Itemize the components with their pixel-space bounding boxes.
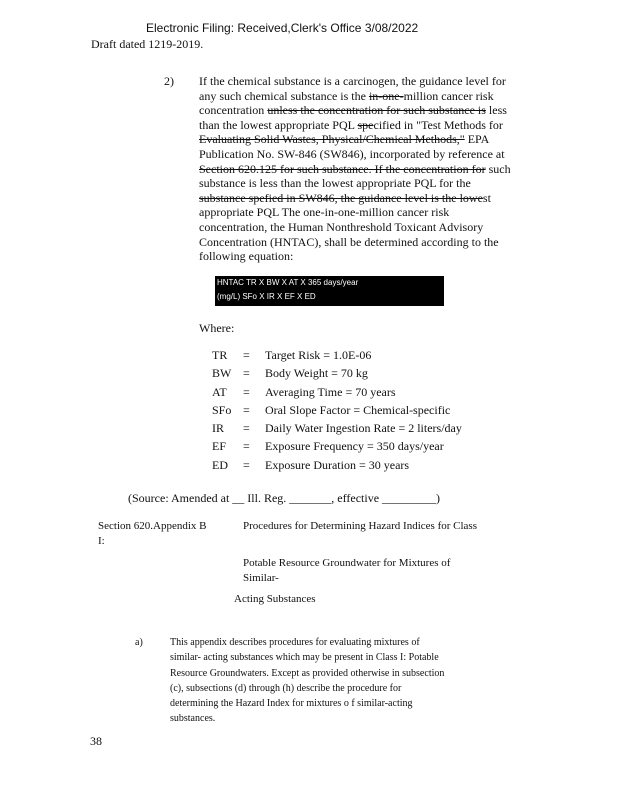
item-2-line [199, 249, 554, 264]
text-run: less [485, 103, 507, 118]
equals-sign: = [243, 402, 250, 417]
text-run: following equation: [199, 249, 294, 264]
definition-value: Exposure Duration = 30 years [265, 457, 410, 472]
item-a-line: Resource Groundwaters. Except as provided otherwise in subsection [170, 667, 445, 679]
item-2-paragraph [199, 74, 554, 264]
text-run: concentration, the Human Nonthreshold Toxicant Advisory [199, 219, 484, 234]
definition-value: Averaging Time = 70 years [265, 384, 396, 399]
text-run: Publication No. SW-846 (SW846), incorporated by reference at [199, 146, 505, 161]
definition-symbol: AT [212, 384, 227, 399]
text-run: such [485, 161, 511, 176]
draft-date: Draft dated 1219-2019. [91, 37, 204, 51]
equals-sign: = [243, 457, 250, 472]
page-number: 38 [90, 734, 102, 748]
equals-sign: = [243, 348, 250, 362]
definition-row [212, 385, 462, 403]
filing-stamp: Electronic Filing: Received,Clerk's Office 3/08/2022 [146, 21, 419, 35]
definition-symbol: SFo [212, 402, 232, 417]
definition-row [212, 366, 462, 384]
struck-text: spe [357, 117, 374, 132]
definition-row [212, 421, 462, 439]
item-a-line: similar- acting substances which may be present in Class I: Potable [170, 652, 439, 664]
equation-line-1: HNTAC TR X BW X AT X 365 days/year [217, 278, 359, 287]
definition-symbol: BW [212, 366, 232, 381]
definition-symbol: EF [212, 439, 227, 454]
item-2-line [199, 235, 554, 250]
definition-symbol: IR [212, 421, 224, 436]
item-2-line [199, 74, 554, 89]
definition-row [212, 403, 462, 421]
text-run: million cancer risk [403, 88, 494, 103]
text-run: cified in "Test Methods for [373, 117, 503, 132]
definition-symbol: ED [212, 457, 228, 472]
item-2-line [199, 89, 554, 104]
struck-text: Section 620.125 for such substance. If the concentration for [199, 161, 486, 176]
definition-row [212, 348, 462, 366]
item-a-line: (c), subsections (d) through (h) describe the procedure for [170, 682, 402, 694]
item-number-2: 2) [164, 74, 174, 88]
definition-row [212, 458, 462, 476]
definition-symbol: TR [212, 348, 228, 362]
item-2-line [199, 220, 554, 235]
item-2-line [199, 205, 554, 220]
item-2-line [199, 132, 554, 147]
definition-value: Target Risk = 1.0E-06 [265, 348, 372, 362]
section-title-line-4: Acting Substances [234, 593, 316, 605]
definition-value: Body Weight = 70 kg [265, 366, 368, 381]
definitions-list [212, 348, 462, 476]
item-a-paragraph [170, 635, 444, 727]
item-a-line: This appendix describes procedures for evaluating mixtures of [170, 637, 420, 648]
text-run: concentration [199, 103, 268, 118]
section-label: Section 620.Appendix B [98, 520, 207, 532]
text-run: any such chemical substance is the [199, 88, 369, 103]
text-run: EPA [464, 132, 490, 147]
definition-value: Exposure Frequency = 350 days/year [265, 439, 444, 454]
text-run: If the chemical substance is a carcinogen, the guidance level for [199, 74, 506, 88]
item-a-line: determining the Hazard Index for mixtures o f similar-acting [170, 698, 413, 710]
definition-value: Oral Slope Factor = Chemical-specific [265, 402, 451, 417]
equals-sign: = [243, 421, 250, 436]
struck-text: substance spefied in SW846, the guidance level is the lowe [199, 190, 483, 205]
definition-row [212, 439, 462, 457]
equals-sign: = [243, 384, 250, 399]
item-number-a: a) [135, 637, 143, 648]
text-run: than the lowest appropriate PQL [199, 117, 358, 132]
equation-image [215, 276, 444, 306]
source-note: (Source: Amended at __ Ill. Reg. _______, effective _________) [128, 491, 441, 505]
equals-sign: = [243, 366, 250, 381]
definition-value: Daily Water Ingestion Rate = 2 liters/day [265, 421, 462, 436]
item-a-line: substances. [170, 713, 216, 725]
where-label: Where: [199, 321, 235, 335]
section-label-cont: I: [98, 535, 105, 547]
text-run: substance is less than the lowest appropriate PQL for the [199, 176, 471, 191]
struck-text: unless the concentration for such substance is [267, 103, 486, 118]
equation-line-2: (mg/L) SFo X IR X EF X ED [217, 292, 316, 301]
struck-text: Evaluating Solid Wastes, Physical/Chemical Methods," [199, 132, 465, 147]
equals-sign: = [243, 439, 250, 454]
item-2-line [199, 176, 554, 191]
text-run: st [482, 190, 491, 205]
item-2-line [199, 191, 554, 206]
item-2-line [199, 147, 554, 162]
section-title-line-2: Potable Resource Groundwater for Mixtures of [243, 557, 451, 569]
struck-text: in-one- [368, 88, 404, 103]
item-2-line [199, 162, 554, 177]
text-run: appropriate PQL The one-in-one-million cancer risk [199, 205, 450, 220]
section-title-line-3: Similar- [243, 572, 279, 584]
text-run: Concentration (HNTAC), shall be determined according to the [199, 234, 499, 249]
item-2-line [199, 118, 554, 133]
section-title-line-1: Procedures for Determining Hazard Indices for Class [243, 520, 477, 532]
item-2-line [199, 103, 554, 118]
